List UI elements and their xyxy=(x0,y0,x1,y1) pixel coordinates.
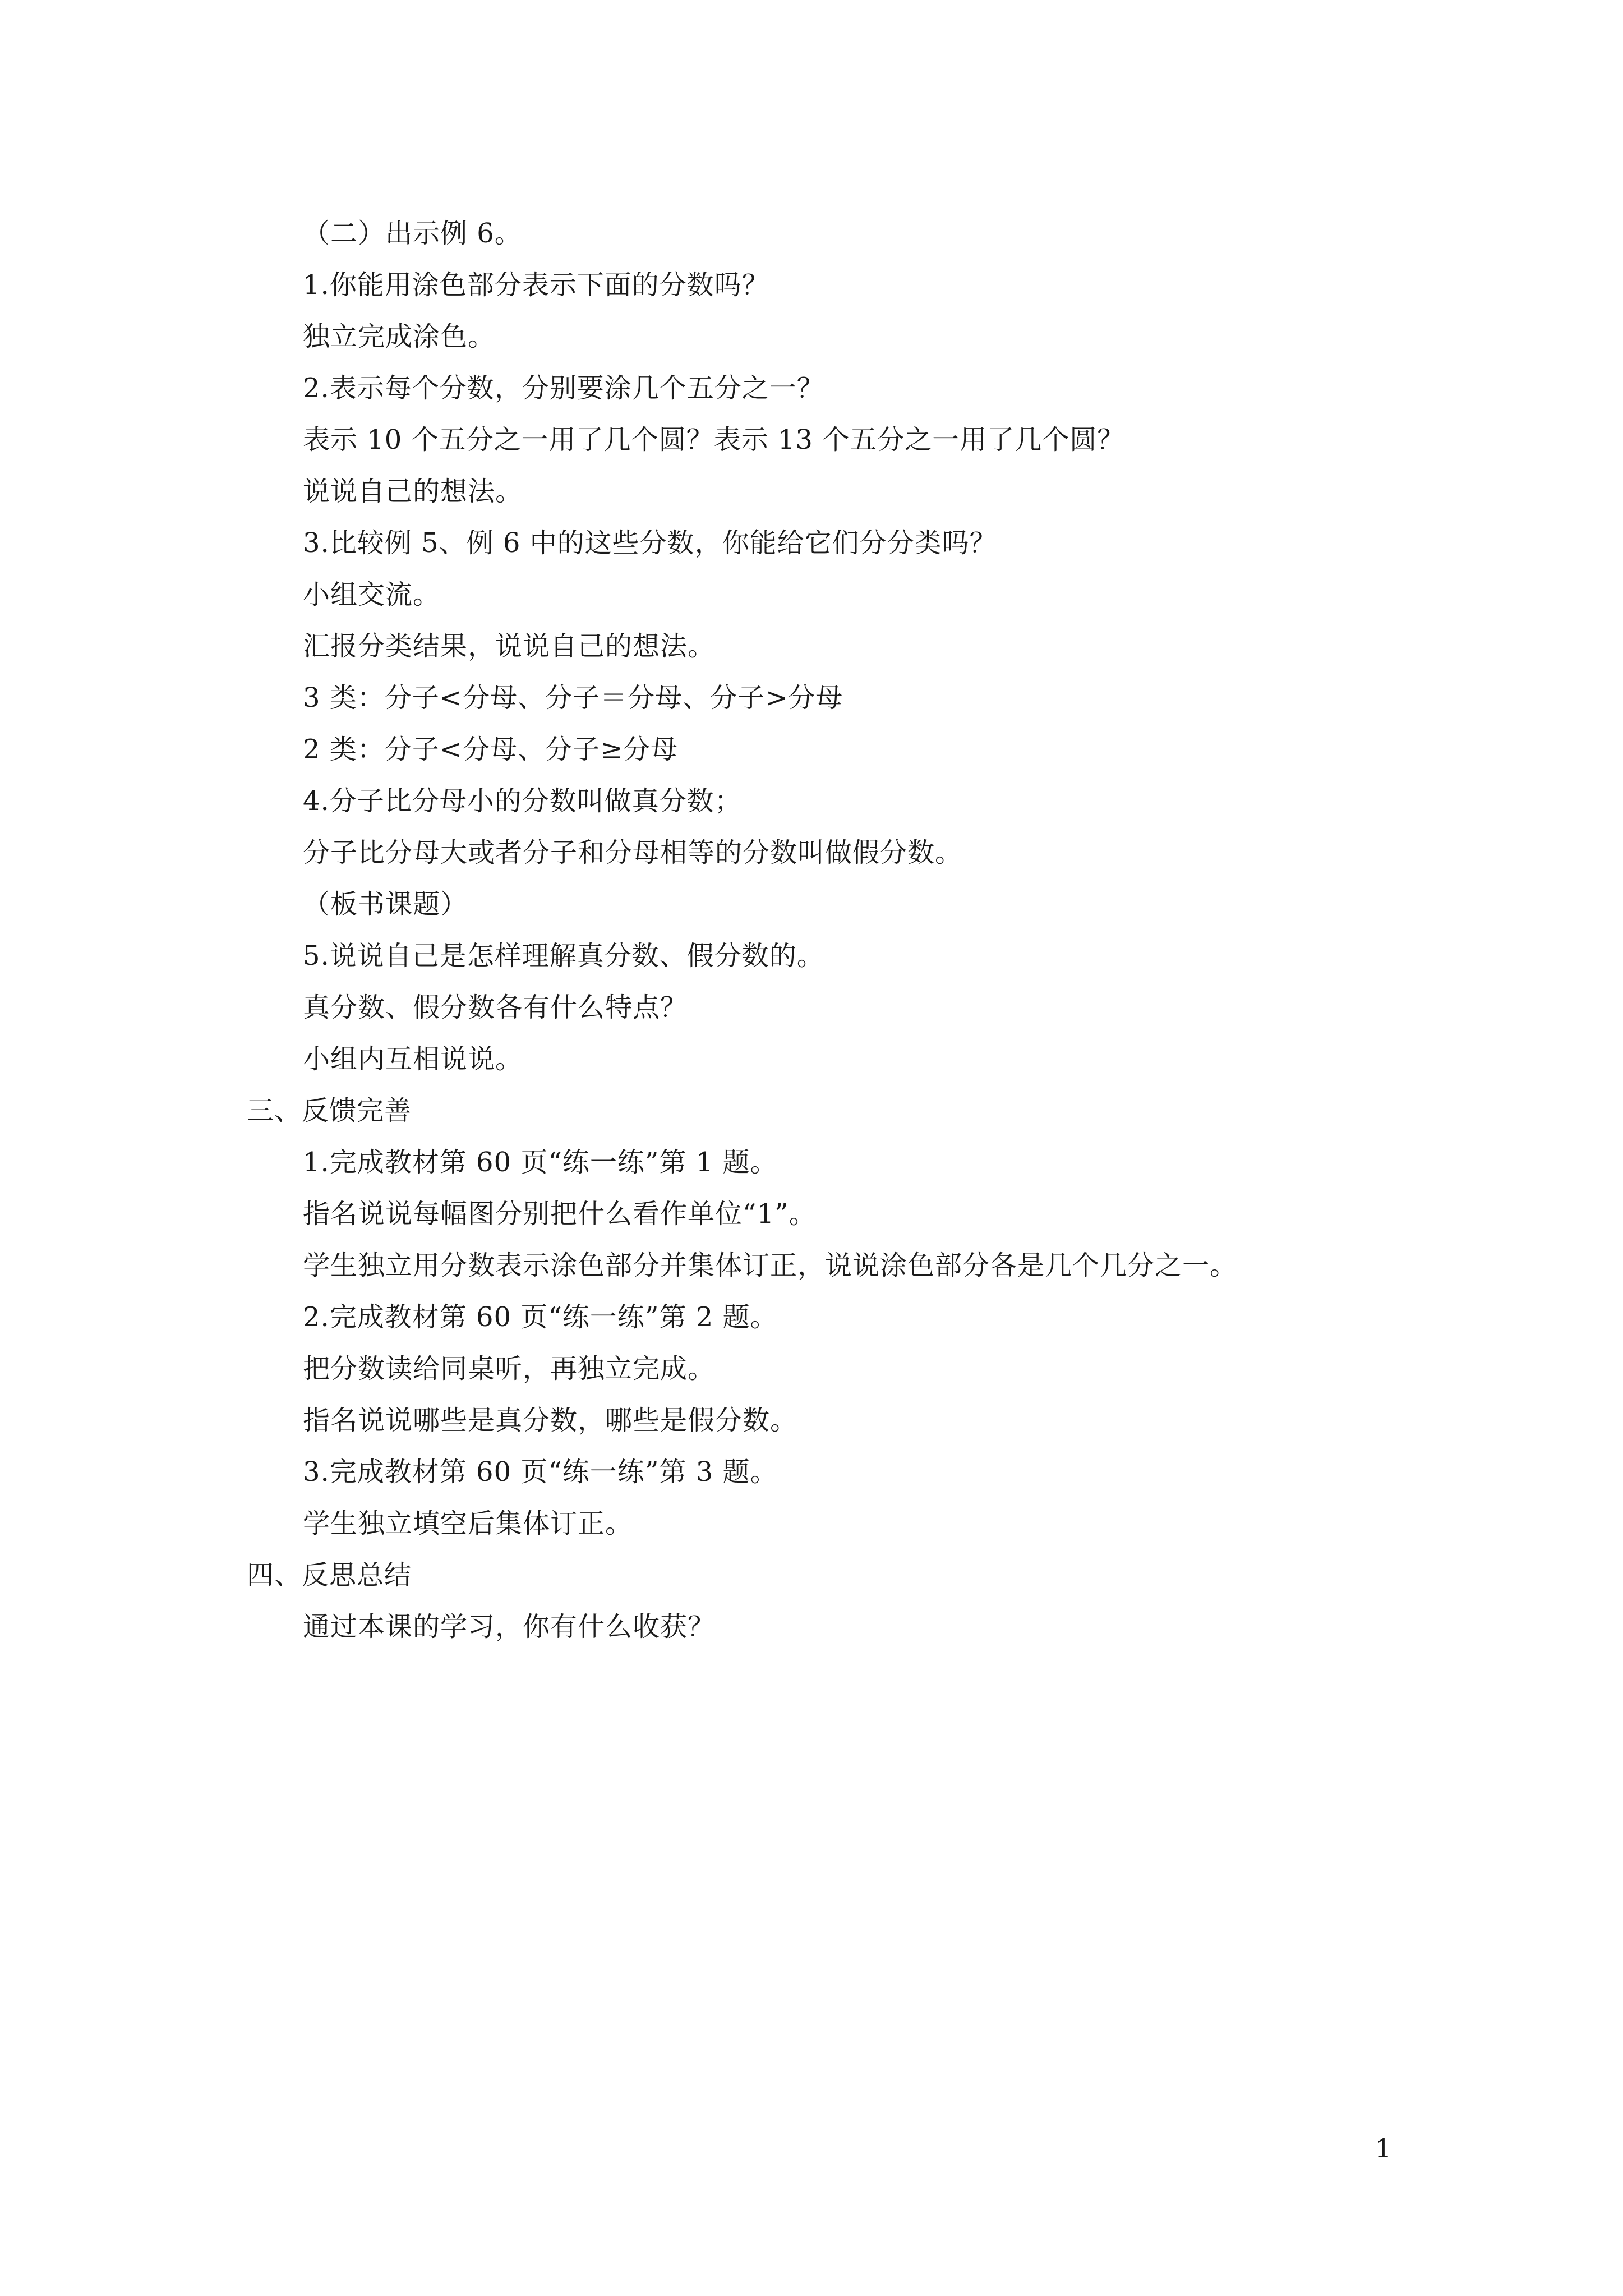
section-heading: 三、反馈完善 xyxy=(247,1095,412,1126)
text-line: 小组内互相说说。 xyxy=(303,1043,523,1075)
text-line: 3.完成教材第 60 页“练一练”第 3 题。 xyxy=(303,1456,778,1488)
text-line: 学生独立用分数表示涂色部分并集体订正，说说涂色部分各是几个几分之一。 xyxy=(303,1250,1238,1281)
text-line: 4.分子比分母小的分数叫做真分数； xyxy=(303,785,742,817)
text-line: 1.你能用涂色部分表示下面的分数吗？ xyxy=(303,269,769,301)
text-line: 2 类：分子<分母、分子≥分母 xyxy=(303,734,679,765)
text-line: 表示 10 个五分之一用了几个圆？表示 13 个五分之一用了几个圆？ xyxy=(303,424,1125,455)
text-line: 独立完成涂色。 xyxy=(303,321,496,352)
text-line: 小组交流。 xyxy=(303,579,441,610)
text-line: 1.完成教材第 60 页“练一练”第 1 题。 xyxy=(303,1147,778,1178)
text-line: 指名说说哪些是真分数，哪些是假分数。 xyxy=(303,1405,798,1436)
text-line: 把分数读给同桌听，再独立完成。 xyxy=(303,1353,716,1384)
text-line: 3.比较例 5、例 6 中的这些分数，你能给它们分分类吗？ xyxy=(303,527,997,559)
text-line: 学生独立填空后集体订正。 xyxy=(303,1508,633,1539)
text-line: 5.说说自己是怎样理解真分数、假分数的。 xyxy=(303,940,824,972)
text-line: 汇报分类结果，说说自己的想法。 xyxy=(303,631,716,662)
text-line: 真分数、假分数各有什么特点？ xyxy=(303,992,688,1023)
text-line: 指名说说每幅图分别把什么看作单位“1”。 xyxy=(303,1198,817,1230)
text-line: 分子比分母大或者分子和分母相等的分数叫做假分数。 xyxy=(303,837,963,868)
text-line: 通过本课的学习，你有什么收获？ xyxy=(303,1611,716,1642)
text-line: 2.完成教材第 60 页“练一练”第 2 题。 xyxy=(303,1301,778,1333)
page-number: 1 xyxy=(1375,2133,1392,2164)
text-line: 3 类：分子<分母、分子＝分母、分子>分母 xyxy=(303,682,843,714)
text-line: （二）出示例 6。 xyxy=(303,218,522,249)
text-line: 说说自己的想法。 xyxy=(303,476,523,507)
document-body xyxy=(0,208,1623,1653)
text-line: 2.表示每个分数，分别要涂几个五分之一？ xyxy=(303,372,824,404)
text-line: （板书课题） xyxy=(303,889,468,920)
section-heading: 四、反思总结 xyxy=(247,1559,412,1591)
